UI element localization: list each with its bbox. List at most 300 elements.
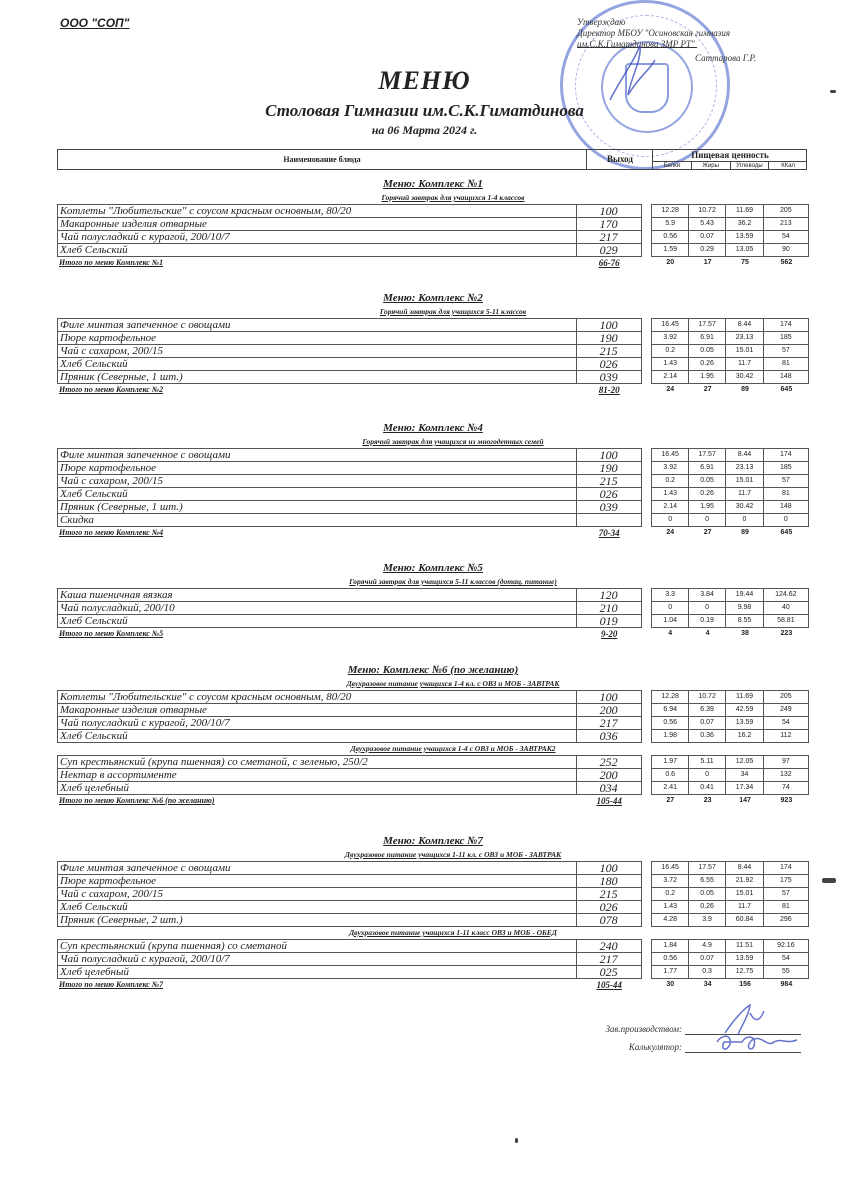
kcal-value: 57 bbox=[764, 345, 809, 358]
section-title: Меню: Комплекс №2 bbox=[383, 292, 483, 304]
carbs-value: 60.84 bbox=[726, 914, 763, 927]
dish-yield: 210 bbox=[577, 602, 642, 615]
fat-value: 0.05 bbox=[689, 345, 726, 358]
fat-value: 0.19 bbox=[689, 615, 726, 628]
fat-value: 1.95 bbox=[689, 501, 726, 514]
dish-table bbox=[57, 755, 809, 795]
total-kcal: 984 bbox=[780, 981, 793, 988]
kcal-value: 296 bbox=[764, 914, 809, 927]
dish-yield: 025 bbox=[577, 966, 642, 979]
page-title: МЕНЮ bbox=[378, 66, 471, 95]
dish-yield: 026 bbox=[577, 358, 642, 371]
group-subtitle: Горячий завтрак для учащихся 5-11 классов bbox=[379, 307, 527, 316]
protein-value: 0 bbox=[651, 514, 688, 527]
group-subtitle: Двухразовое питание учащихся 1-4 с ОВЗ и МОБ - ЗАВТРАК2 bbox=[350, 744, 556, 753]
carbs-value: 23.13 bbox=[726, 332, 763, 345]
total-label: Итого по меню Комплекс №5 bbox=[59, 629, 164, 638]
dish-name: Чай полусладкий с курагой, 200/10/7 bbox=[57, 231, 577, 244]
section-total-row bbox=[57, 795, 809, 807]
dish-name: Чай с сахаром, 200/15 bbox=[57, 345, 577, 358]
table-row bbox=[57, 914, 809, 927]
carbs-value: 8.44 bbox=[726, 318, 763, 332]
fat-value: 4.9 bbox=[689, 939, 726, 953]
fat-value: 0.05 bbox=[689, 888, 726, 901]
fat-value: 0.26 bbox=[689, 488, 726, 501]
approval-line-2: Директор МБОУ "Осиновская гимназия bbox=[577, 28, 731, 38]
fat-value: 0 bbox=[689, 514, 726, 527]
protein-value: 1.98 bbox=[651, 730, 688, 743]
kcal-value: 81 bbox=[764, 901, 809, 914]
column-nutrition bbox=[652, 150, 807, 169]
protein-value: 1.59 bbox=[651, 244, 688, 257]
carbs-value: 15.01 bbox=[726, 888, 763, 901]
total-label: Итого по меню Комплекс №4 bbox=[59, 528, 164, 537]
protein-value: 12.28 bbox=[651, 204, 688, 218]
kcal-value: 0 bbox=[764, 514, 809, 527]
column-protein: Белки bbox=[663, 163, 681, 169]
protein-value: 1.43 bbox=[651, 488, 688, 501]
section-total-row bbox=[57, 384, 809, 396]
fat-value: 10.72 bbox=[689, 690, 726, 704]
kcal-value: 55 bbox=[764, 966, 809, 979]
kcal-value: 57 bbox=[764, 888, 809, 901]
table-row bbox=[57, 615, 809, 628]
carbs-value: 15.01 bbox=[726, 475, 763, 488]
table-row bbox=[57, 690, 809, 704]
carbs-value: 11.7 bbox=[726, 488, 763, 501]
table-row bbox=[57, 475, 809, 488]
approval-line-1: Утверждаю bbox=[577, 17, 626, 27]
dish-table bbox=[57, 204, 809, 257]
section-title: Меню: Комплекс №5 bbox=[383, 562, 483, 574]
table-row bbox=[57, 244, 809, 257]
table-row bbox=[57, 318, 809, 332]
section-title: Меню: Комплекс №7 bbox=[383, 835, 483, 847]
dish-name: Хлеб Сельский bbox=[57, 615, 577, 628]
table-row bbox=[57, 717, 809, 730]
dish-yield: 039 bbox=[577, 371, 642, 384]
protein-value: 1.43 bbox=[651, 901, 688, 914]
total-fat: 17 bbox=[703, 259, 712, 266]
total-protein: 4 bbox=[668, 630, 673, 637]
total-fat: 23 bbox=[703, 797, 712, 804]
table-row bbox=[57, 204, 809, 218]
section-total-row bbox=[57, 527, 809, 539]
carbs-value: 34 bbox=[726, 769, 763, 782]
fat-value: 6.55 bbox=[689, 875, 726, 888]
table-header bbox=[57, 149, 807, 170]
total-fat: 4 bbox=[705, 630, 710, 637]
carbs-value: 15.01 bbox=[726, 345, 763, 358]
menu-section bbox=[57, 176, 809, 269]
dish-name: Хлеб Сельский bbox=[57, 730, 577, 743]
total-carbs: 38 bbox=[741, 630, 749, 637]
carbs-value: 30.42 bbox=[726, 501, 763, 514]
protein-value: 1.04 bbox=[651, 615, 688, 628]
total-kcal: 223 bbox=[780, 630, 793, 637]
dish-name: Чай с сахаром, 200/15 bbox=[57, 475, 577, 488]
kcal-value: 57 bbox=[764, 475, 809, 488]
kcal-value: 81 bbox=[764, 358, 809, 371]
group-subtitle: Двухразовое питание учащихся 1-11 класс ОВЗ и МОБ - ОБЕД bbox=[349, 928, 557, 937]
dish-yield: 034 bbox=[577, 782, 642, 795]
total-carbs: 89 bbox=[741, 386, 749, 393]
table-row bbox=[57, 939, 809, 953]
total-protein: 30 bbox=[666, 981, 675, 988]
group-subtitle: Горячий завтрак для учащихся 1-4 классов bbox=[381, 193, 525, 202]
carbs-value: 12.05 bbox=[726, 755, 763, 769]
fat-value: 0.07 bbox=[689, 231, 726, 244]
carbs-value: 11.7 bbox=[726, 901, 763, 914]
kcal-value: 174 bbox=[764, 861, 809, 875]
section-title: Меню: Комплекс №6 (по желанию) bbox=[347, 664, 519, 676]
fat-value: 3.9 bbox=[689, 914, 726, 927]
dish-name: Скидка bbox=[57, 514, 577, 527]
table-row bbox=[57, 358, 809, 371]
approval-line-3: им.С.К.Гиматдинова ЗМР РТ" bbox=[577, 39, 695, 49]
fat-value: 6.91 bbox=[689, 332, 726, 345]
fat-value: 1.95 bbox=[689, 371, 726, 384]
carbs-value: 12.75 bbox=[726, 966, 763, 979]
kcal-value: 97 bbox=[764, 755, 809, 769]
dish-yield: 029 bbox=[577, 244, 642, 257]
dish-yield: 100 bbox=[577, 318, 642, 332]
protein-value: 16.45 bbox=[651, 861, 688, 875]
dish-yield: 100 bbox=[577, 861, 642, 875]
menu-section bbox=[57, 290, 809, 396]
kcal-value: 124.62 bbox=[764, 588, 809, 602]
dish-name: Чай полусладкий с курагой, 200/10/7 bbox=[57, 953, 577, 966]
protein-value: 0.56 bbox=[651, 953, 688, 966]
menu-section bbox=[57, 560, 809, 640]
total-price: 70-34 bbox=[598, 528, 620, 538]
kcal-value: 213 bbox=[764, 218, 809, 231]
total-protein: 24 bbox=[666, 529, 675, 536]
total-kcal: 923 bbox=[780, 797, 793, 804]
protein-value: 3.92 bbox=[651, 332, 688, 345]
dish-yield: 100 bbox=[577, 204, 642, 218]
carbs-value: 16.2 bbox=[726, 730, 763, 743]
fat-value: 0.3 bbox=[689, 966, 726, 979]
column-yield: Выход bbox=[586, 150, 653, 169]
protein-value: 3.72 bbox=[651, 875, 688, 888]
protein-value: 1.77 bbox=[651, 966, 688, 979]
dish-name: Котлеты "Любительские" с соусом красным основным, 80/20 bbox=[57, 204, 577, 218]
column-carbs: Углеводы bbox=[730, 162, 769, 170]
protein-value: 3.92 bbox=[651, 462, 688, 475]
carbs-value: 8.44 bbox=[726, 861, 763, 875]
kcal-value: 92.16 bbox=[764, 939, 809, 953]
table-row bbox=[57, 953, 809, 966]
column-kcal: ККал bbox=[768, 162, 807, 170]
kcal-value: 185 bbox=[764, 332, 809, 345]
production-head-label: Зав.производством: bbox=[605, 1024, 682, 1034]
kcal-value: 40 bbox=[764, 602, 809, 615]
kcal-value: 58.81 bbox=[764, 615, 809, 628]
table-row bbox=[57, 888, 809, 901]
dish-yield: 252 bbox=[577, 755, 642, 769]
kcal-value: 54 bbox=[764, 953, 809, 966]
dish-yield: 240 bbox=[577, 939, 642, 953]
protein-value: 3.3 bbox=[651, 588, 688, 602]
total-price: 105-44 bbox=[596, 980, 622, 990]
table-row bbox=[57, 875, 809, 888]
menu-date: на 06 Марта 2024 г. bbox=[371, 123, 478, 137]
dish-name: Чай полусладкий с курагой, 200/10/7 bbox=[57, 717, 577, 730]
dish-name: Хлеб Сельский bbox=[57, 488, 577, 501]
dish-name: Пряник (Северные, 2 шт.) bbox=[57, 914, 577, 927]
dish-name: Макаронные изделия отварные bbox=[57, 704, 577, 717]
total-kcal: 645 bbox=[780, 529, 793, 536]
dish-yield: 100 bbox=[577, 448, 642, 462]
dish-yield: 100 bbox=[577, 690, 642, 704]
table-row bbox=[57, 861, 809, 875]
table-row bbox=[57, 501, 809, 514]
menu-section bbox=[57, 833, 809, 991]
dish-yield: 200 bbox=[577, 704, 642, 717]
carbs-value: 13.59 bbox=[726, 953, 763, 966]
protein-value: 2.14 bbox=[651, 371, 688, 384]
scan-artifact bbox=[822, 878, 836, 883]
protein-value: 2.14 bbox=[651, 501, 688, 514]
kcal-value: 148 bbox=[764, 371, 809, 384]
protein-value: 5.9 bbox=[651, 218, 688, 231]
fat-value: 5.11 bbox=[689, 755, 726, 769]
fat-value: 0.05 bbox=[689, 475, 726, 488]
dish-yield: 170 bbox=[577, 218, 642, 231]
carbs-value: 30.42 bbox=[726, 371, 763, 384]
protein-value: 0.2 bbox=[651, 345, 688, 358]
carbs-value: 13.05 bbox=[726, 244, 763, 257]
dish-name: Пюре картофельное bbox=[57, 462, 577, 475]
protein-value: 0.2 bbox=[651, 888, 688, 901]
table-row bbox=[57, 704, 809, 717]
fat-value: 0.29 bbox=[689, 244, 726, 257]
protein-value: 16.45 bbox=[651, 318, 688, 332]
dish-name: Суп крестьянский (крупа пшенная) со сметаной bbox=[57, 939, 577, 953]
protein-value: 0 bbox=[651, 602, 688, 615]
dish-yield: 120 bbox=[577, 588, 642, 602]
kcal-value: 81 bbox=[764, 488, 809, 501]
kcal-value: 174 bbox=[764, 318, 809, 332]
carbs-value: 17.34 bbox=[726, 782, 763, 795]
section-total-row bbox=[57, 257, 809, 269]
table-row bbox=[57, 231, 809, 244]
calculator-signature-icon bbox=[712, 1030, 802, 1055]
total-fat: 27 bbox=[703, 529, 712, 536]
carbs-value: 11.7 bbox=[726, 358, 763, 371]
dish-name: Хлеб целебный bbox=[57, 966, 577, 979]
dish-name: Хлеб целебный bbox=[57, 782, 577, 795]
protein-value: 16.45 bbox=[651, 448, 688, 462]
group-subtitle: Двухразовое питание учащихся 1-11 кл. с ОВЗ и МОБ - ЗАВТРАК bbox=[344, 850, 562, 859]
table-row bbox=[57, 488, 809, 501]
carbs-value: 11.69 bbox=[726, 690, 763, 704]
dish-yield: 215 bbox=[577, 888, 642, 901]
section-title: Меню: Комплекс №4 bbox=[383, 422, 483, 434]
table-row bbox=[57, 462, 809, 475]
table-row bbox=[57, 782, 809, 795]
total-protein: 27 bbox=[666, 797, 675, 804]
total-protein: 24 bbox=[666, 386, 675, 393]
dish-yield: 026 bbox=[577, 488, 642, 501]
column-fat: Жиры bbox=[691, 162, 730, 170]
dish-yield: 217 bbox=[577, 953, 642, 966]
menu-section bbox=[57, 662, 809, 807]
total-protein: 20 bbox=[666, 259, 675, 266]
dish-name: Филе минтая запеченное с овощами bbox=[57, 448, 577, 462]
total-price: 66-76 bbox=[598, 258, 620, 268]
dish-name: Каша пшеничная вязкая bbox=[57, 588, 577, 602]
kcal-value: 205 bbox=[764, 690, 809, 704]
dish-yield: 215 bbox=[577, 345, 642, 358]
dish-table bbox=[57, 861, 809, 927]
kcal-value: 74 bbox=[764, 782, 809, 795]
approval-director-name: Саттарова Г.Р. bbox=[695, 53, 757, 63]
section-total-row bbox=[57, 979, 809, 991]
fat-value: 17.57 bbox=[689, 318, 726, 332]
kcal-value: 112 bbox=[764, 730, 809, 743]
fat-value: 0.41 bbox=[689, 782, 726, 795]
dish-name: Хлеб Сельский bbox=[57, 244, 577, 257]
protein-value: 0.6 bbox=[651, 769, 688, 782]
dish-yield: 036 bbox=[577, 730, 642, 743]
protein-value: 0.2 bbox=[651, 475, 688, 488]
group-subtitle: Горячий завтрак для учащихся из многодетных семей bbox=[362, 437, 544, 446]
carbs-value: 11.69 bbox=[726, 204, 763, 218]
dish-table bbox=[57, 690, 809, 743]
carbs-value: 13.59 bbox=[726, 717, 763, 730]
dish-table bbox=[57, 318, 809, 384]
dish-table bbox=[57, 939, 809, 979]
kcal-value: 90 bbox=[764, 244, 809, 257]
fat-value: 0 bbox=[689, 602, 726, 615]
dish-table bbox=[57, 448, 809, 527]
kcal-value: 249 bbox=[764, 704, 809, 717]
fat-value: 0.26 bbox=[689, 358, 726, 371]
kcal-value: 185 bbox=[764, 462, 809, 475]
carbs-value: 8.55 bbox=[726, 615, 763, 628]
protein-value: 1.43 bbox=[651, 358, 688, 371]
table-row bbox=[57, 966, 809, 979]
dish-yield: 026 bbox=[577, 901, 642, 914]
protein-value: 0.56 bbox=[651, 231, 688, 244]
dish-name: Пюре картофельное bbox=[57, 875, 577, 888]
dish-yield: 217 bbox=[577, 717, 642, 730]
protein-value: 4.28 bbox=[651, 914, 688, 927]
protein-value: 0.56 bbox=[651, 717, 688, 730]
dish-name: Пряник (Северные, 1 шт.) bbox=[57, 501, 577, 514]
dish-name: Макаронные изделия отварные bbox=[57, 218, 577, 231]
protein-value: 1.84 bbox=[651, 939, 688, 953]
total-fat: 34 bbox=[703, 981, 712, 988]
calculator-label: Калькулятор: bbox=[628, 1042, 682, 1052]
dish-yield: 215 bbox=[577, 475, 642, 488]
fat-value: 10.72 bbox=[689, 204, 726, 218]
dish-name: Филе минтая запеченное с овощами bbox=[57, 318, 577, 332]
carbs-value: 0 bbox=[726, 514, 763, 527]
table-row bbox=[57, 730, 809, 743]
table-row bbox=[57, 769, 809, 782]
carbs-value: 19.44 bbox=[726, 588, 763, 602]
total-label: Итого по меню Комплекс №6 (по желанию) bbox=[59, 796, 215, 805]
dish-name: Хлеб Сельский bbox=[57, 358, 577, 371]
table-row bbox=[57, 901, 809, 914]
table-row bbox=[57, 514, 809, 527]
dish-yield: 190 bbox=[577, 332, 642, 345]
organization-name: ООО "СОП" bbox=[60, 16, 130, 30]
total-label: Итого по меню Комплекс №1 bbox=[59, 258, 164, 267]
carbs-value: 11.51 bbox=[726, 939, 763, 953]
table-row bbox=[57, 371, 809, 384]
total-price: 9-20 bbox=[600, 629, 618, 639]
dish-name: Нектар в ассортименте bbox=[57, 769, 577, 782]
dish-name: Котлеты "Любительские" с соусом красным основным, 80/20 bbox=[57, 690, 577, 704]
dish-name: Чай полусладкий, 200/10 bbox=[57, 602, 577, 615]
kcal-value: 174 bbox=[764, 448, 809, 462]
carbs-value: 9.98 bbox=[726, 602, 763, 615]
column-dish-name: Наименование блюда bbox=[283, 155, 361, 164]
kcal-value: 54 bbox=[764, 717, 809, 730]
carbs-value: 8.44 bbox=[726, 448, 763, 462]
total-fat: 27 bbox=[703, 386, 712, 393]
total-carbs: 89 bbox=[741, 529, 749, 536]
table-row bbox=[57, 602, 809, 615]
canteen-name: Столовая Гимназии им.С.К.Гиматдинова bbox=[265, 101, 584, 120]
group-subtitle: Двухразовое питание учащихся 1-4 кл. с ОВЗ и МОБ - ЗАВТРАК bbox=[346, 679, 560, 688]
fat-value: 0.07 bbox=[689, 717, 726, 730]
fat-value: 0.07 bbox=[689, 953, 726, 966]
scan-artifact bbox=[830, 90, 836, 93]
nutrition-label: Пищевая ценность bbox=[653, 150, 807, 162]
dish-name: Филе минтая запеченное с овощами bbox=[57, 861, 577, 875]
dish-yield: 078 bbox=[577, 914, 642, 927]
kcal-value: 148 bbox=[764, 501, 809, 514]
table-row bbox=[57, 218, 809, 231]
dish-name: Пюре картофельное bbox=[57, 332, 577, 345]
carbs-value: 36.2 bbox=[726, 218, 763, 231]
fat-value: 17.57 bbox=[689, 448, 726, 462]
fat-value: 0.36 bbox=[689, 730, 726, 743]
dish-name: Пряник (Северные, 1 шт.) bbox=[57, 371, 577, 384]
kcal-value: 132 bbox=[764, 769, 809, 782]
total-kcal: 645 bbox=[780, 386, 793, 393]
dish-yield: 180 bbox=[577, 875, 642, 888]
total-price: 105-44 bbox=[596, 796, 622, 806]
scan-artifact bbox=[515, 1138, 518, 1143]
dish-yield: 200 bbox=[577, 769, 642, 782]
dish-name: Хлеб Сельский bbox=[57, 901, 577, 914]
fat-value: 6.91 bbox=[689, 462, 726, 475]
dish-name: Суп крестьянский (крупа пшенная) со сметаной, с зеленью, 250/2 bbox=[57, 755, 577, 769]
carbs-value: 21.92 bbox=[726, 875, 763, 888]
carbs-value: 13.59 bbox=[726, 231, 763, 244]
dish-table bbox=[57, 588, 809, 628]
dish-name: Чай с сахаром, 200/15 bbox=[57, 888, 577, 901]
fat-value: 6.39 bbox=[689, 704, 726, 717]
kcal-value: 54 bbox=[764, 231, 809, 244]
protein-value: 6.94 bbox=[651, 704, 688, 717]
total-kcal: 562 bbox=[780, 259, 793, 266]
dish-yield: 039 bbox=[577, 501, 642, 514]
fat-value: 5.43 bbox=[689, 218, 726, 231]
dish-yield: 217 bbox=[577, 231, 642, 244]
fat-value: 3.84 bbox=[689, 588, 726, 602]
table-row bbox=[57, 448, 809, 462]
kcal-value: 175 bbox=[764, 875, 809, 888]
fat-value: 17.57 bbox=[689, 861, 726, 875]
section-total-row bbox=[57, 628, 809, 640]
